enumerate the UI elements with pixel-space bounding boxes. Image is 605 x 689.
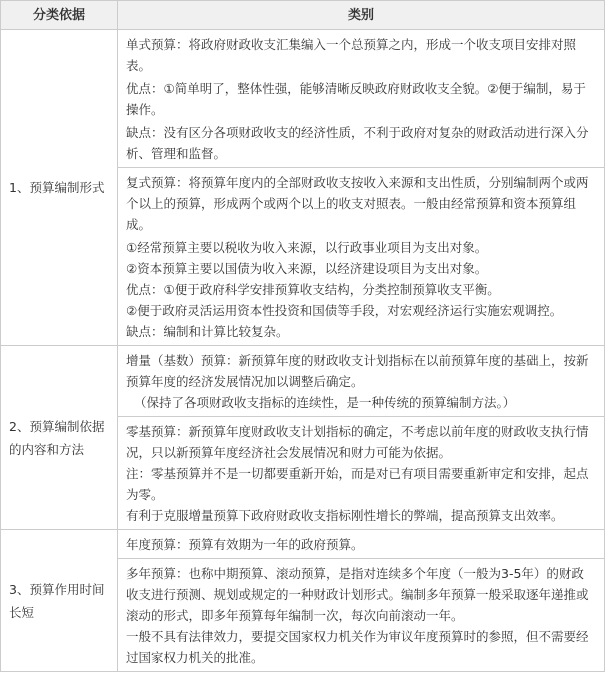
line-text: 多年预算：也称中期预算、滚动预算，是指对连续多个年度（一般为3-5年）的财政收支进行预测、规划或规定的一种财政计划形式。编制多年预算一般采取逐年递推或滚动的形式，即多年预算每年编制一次，每次向前滚动一年。 [126,566,589,623]
category-cell [118,30,605,168]
line-text: 优点：①简单明了，整体性强，能够清晰反映政府财政收支全貌。②便于编制，易于操作。 [126,81,586,117]
category-cell [118,559,605,672]
line-text: （保持了各项财政收支指标的连续性，是一种传统的预算编制方法。） [134,395,516,410]
line-text: ①经常预算主要以税收为收入来源，以行政事业项目为支出对象。 [126,240,488,255]
line-text: 复式预算：将预算年度内的全部财政收支按收入来源和支出性质，分别编制两个或两个以上的预算，形成两个或两个以上的收支对照表。一般由经常预算和资本预算组成。 [126,175,589,232]
category-cell [118,530,605,559]
header-row [1,1,605,30]
table-row [1,30,605,168]
line-text: 一般不具有法律效力，要提交国家权力机关作为审议年度预算时的参照，但不需要经过国家权力机关的批准。 [126,629,589,665]
basis-cell: 3、预算作用时间长短 [1,530,118,672]
table-row [1,346,605,417]
line-text: ②资本预算主要以国债为收入来源，以经济建设项目为支出对象。 [126,261,488,276]
header-category: 类别 [118,1,605,30]
line-text: 优点：①便于政府科学安排预算收支结构，分类控制预算收支平衡。 [126,282,500,297]
line-text: 单式预算：将政府财政收支汇集编入一个总预算之内，形成一个收支项目安排对照表。 [126,37,577,73]
basis-cell: 1、预算编制形式 [1,30,118,346]
line-text: 零基预算：新预算年度财政收支计划指标的确定，不考虑以前年度的财政收支执行情况，只以新预算年度经济社会发展情况和财力可能为依据。 [126,424,589,460]
line-text: 年度预算：预算有效期为一年的政府预算。 [126,537,364,552]
basis-cell: 2、预算编制依据的内容和方法 [1,346,118,530]
line-text: ②便于政府灵活运用资本性投资和国债等手段，对宏观经济运行实施宏观调控。 [126,303,563,318]
line-text: 注：零基预算并不是一切都要重新开始，而是对已有项目需要重新审定和安排，起点为零。 [126,466,589,502]
category-cell [118,346,605,417]
header-basis: 分类依据 [1,1,118,30]
line-text: 缺点：没有区分各项财政收支的经济性质，不利于政府对复杂的财政活动进行深入分析、管理和监督。 [126,125,589,161]
category-cell [118,417,605,530]
category-cell [118,168,605,346]
line-text: 缺点：编制和计算比较复杂。 [126,324,289,339]
line-text: 有利于克服增量预算下政府财政收支指标刚性增长的弊端，提高预算支出效率。 [126,508,564,523]
table-row [1,530,605,559]
line-text: 增量（基数）预算：新预算年度的财政收支计划指标在以前预算年度的基础上，按新预算年度的经济发展情况加以调整后确定。 [126,353,589,389]
